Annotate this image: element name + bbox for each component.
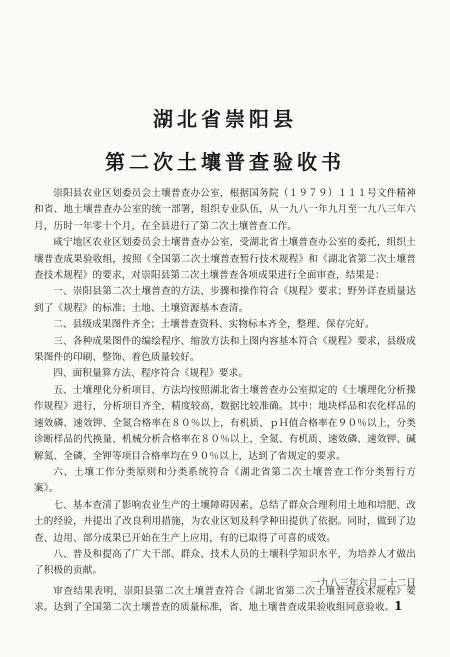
- paragraph-intro: 崇阳县农业区划委员会土壤普查办公室，根据国务院（１９７９）１１１号文件精神和省、地土壤普查办公室的统一部署，组织专业队伍，从一九八一年九月至一九八三年六月，历时一年零十个月，在全县进行了第二次土壤普查工作。: [34, 188, 416, 232]
- paragraph-review: 咸宁地区农业区划委员会土壤普查办公室，受湖北省土壤普查办公室的委托，组织土壤普查成果验收组，按照《全国第二次土壤普查暂行技术规程》和《湖北省第二次土壤普查技术规程》的要求，对崇阳县第二次土壤普查各项成果进行全面审查，结果是：: [34, 237, 416, 282]
- paragraph-item-3: 三、各种成果图件的编绘程序、缩放方法和上图内容基本符合《规程》要求，县级成果图件的印刷、整饰、着色质量较好。: [34, 335, 416, 364]
- paragraph-item-1: 一、崇阳县第二次土壤普查的方法、步骤和操作符合《规程》要求；野外详查质量达到了《规程》的标准；土地、土壤资源基本查清。: [34, 286, 416, 314]
- document-date: 一九八三年六月二十二日: [310, 578, 416, 589]
- document-title-line2: 第二次土壤普查验收书: [105, 150, 345, 174]
- page-number: 1: [394, 599, 403, 613]
- document-body: [34, 186, 416, 617]
- paragraph-item-6: 六、土壤工作分类原则和分类系统符合《湖北省第二次土壤普查工作分类暂行方案》。: [34, 466, 416, 495]
- paragraph-item-4: 四、面积量算方法、程序符合《规程》要求。: [53, 368, 249, 380]
- paragraph-item-5: 五、土壤理化分析项目、方法均按照湖北省土壤普查办公室拟定的《土壤理化分析操作规程》进行，分析项目齐全，精度较高，数据比较准确。其中：地块样品和农化样品的速效磷、速效钾、全氮合格率在８０％以上，有机质、ｐＨ值合格率在９０％以上，分类诊断样品的代换量、机械分析合格率在８０％以上，全氮、有机质、速效磷、速效钾、碱解氮、全磷、全钾等项目合格率均在９０％以上，达到了省规定的要求。: [34, 384, 416, 462]
- paragraph-item-7: 七、基本查清了影响农业生产的土壤障碍因素，总结了群众合理利用土地和培肥、改土的经验，并提出了改良利用措施，为农业区划及科学种田提供了依据。同时，做到了边查、边用、部分成果已开始在生产上应用，有的已取得了可喜的成效。: [34, 499, 416, 544]
- paragraph-item-2: 二、县级成果图件齐全；土壤普查资料、实物标本齐全，整理、保存完好。: [53, 319, 375, 331]
- paragraph-conclusion: 审查结果表明，崇阳县第二次土壤普查符合《湖北省第二次土壤普查技术规程》要求。达到了全国第二次土壤普查的质量标准，省、地土壤普查成果验收组同意验收。: [34, 585, 416, 614]
- document-title-line1: 湖北省崇阳县: [153, 107, 297, 131]
- paragraph-item-8: 八、普及和提高了广大干部、群众、技术人员的土壤科学知识水平，为培养人才做出了积极的贡献。: [34, 548, 416, 577]
